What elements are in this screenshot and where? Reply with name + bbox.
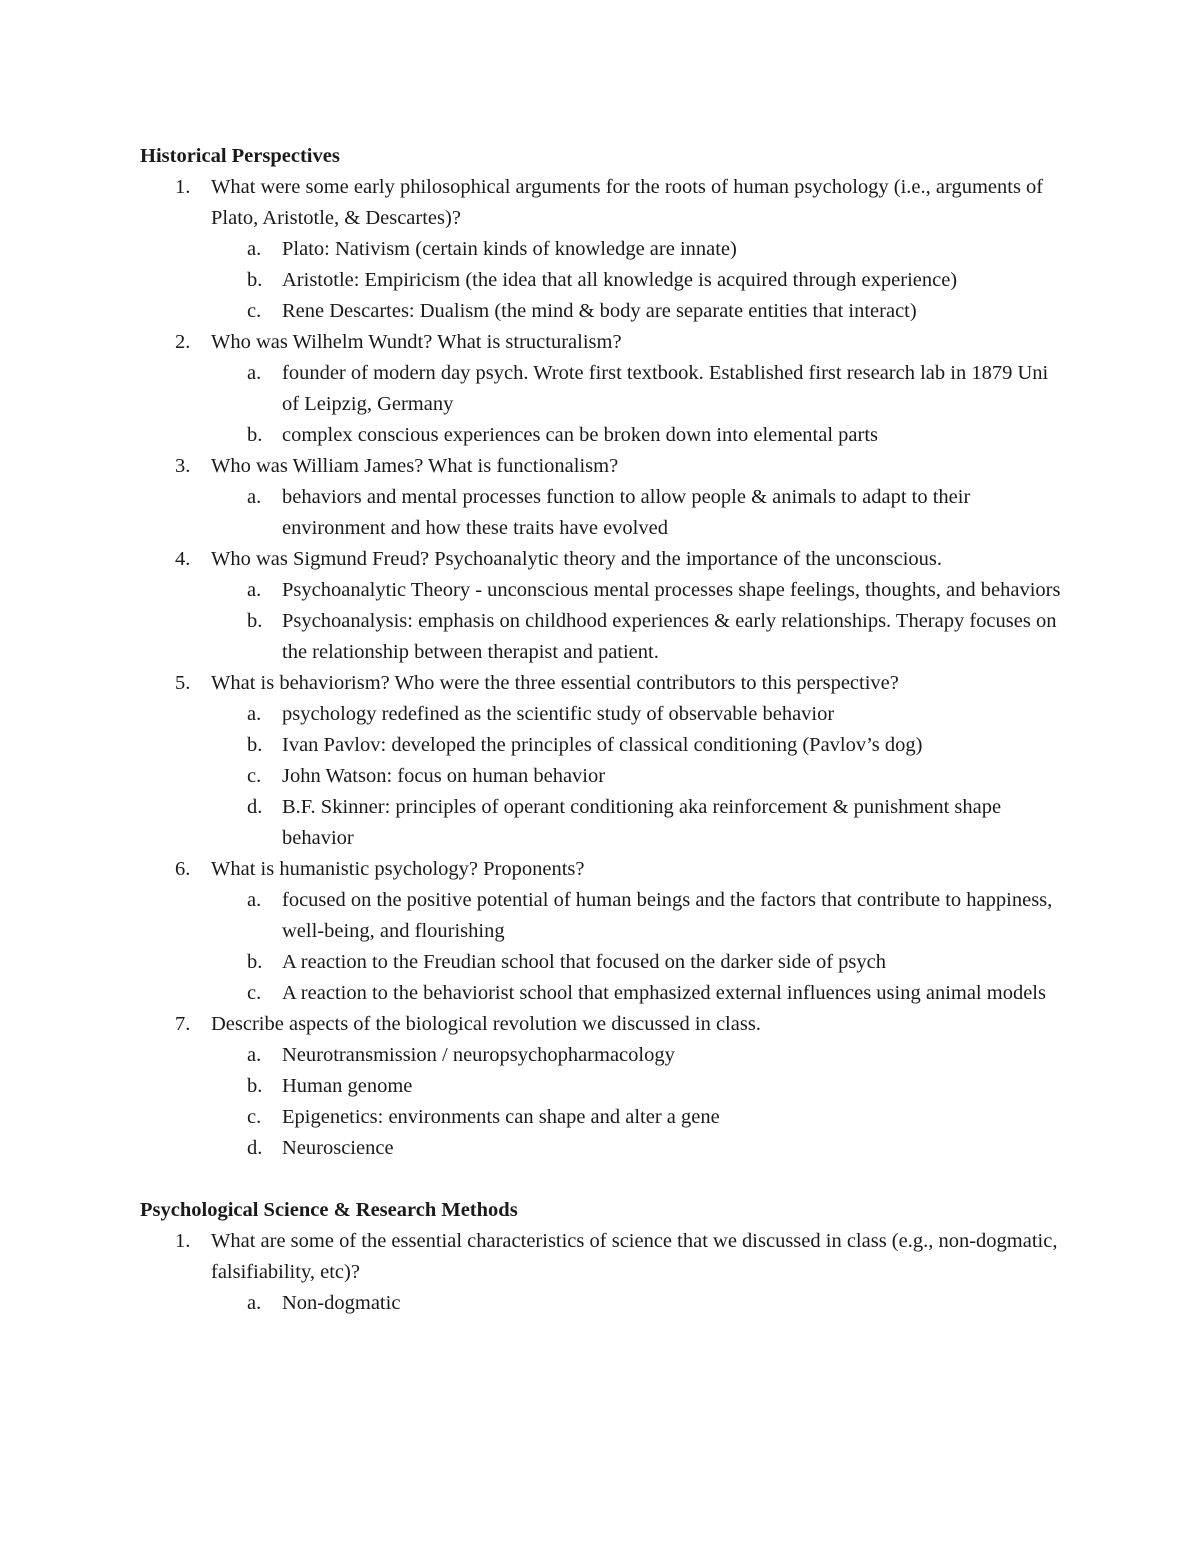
answer-text: psychology redefined as the scientific study of observable behavior [282,703,835,725]
answer-text: Psychoanalysis: emphasis on childhood experiences & early relationships. Therapy focuses on the relationship between therapist and patient. [282,610,1057,663]
answer-text: Ivan Pavlov: developed the principles of classical conditioning (Pavlov’s dog) [282,734,923,756]
answer-item [140,1071,1070,1102]
question-block [140,1226,1070,1319]
question-text: Who was Wilhelm Wundt? What is structuralism? [211,331,622,353]
answer-item [140,761,1070,792]
question-item [140,1009,1070,1040]
question-item [140,854,1070,885]
question-item [140,451,1070,482]
answer-letter: a. [247,362,262,384]
answer-letter: b. [247,424,263,446]
question-text: Describe aspects of the biological revolution we discussed in class. [211,1013,761,1035]
question-block [140,544,1070,668]
question-text: What is humanistic psychology? Proponents? [211,858,585,880]
answer-letter: b. [247,951,263,973]
answer-text: Plato: Nativism (certain kinds of knowledge are innate) [282,238,737,260]
answer-letter: b. [247,734,263,756]
answer-item [140,1133,1070,1164]
section-spacer [140,1164,1070,1195]
question-item [140,668,1070,699]
question-text: What is behaviorism? Who were the three essential contributors to this perspective? [211,672,899,694]
question-block [140,668,1070,854]
answer-letter: a. [247,238,262,260]
question-item [140,1226,1070,1288]
answer-letter: c. [247,1106,262,1128]
question-item [140,172,1070,234]
answer-item [140,947,1070,978]
answer-item [140,1102,1070,1133]
answer-letter: c. [247,300,262,322]
question-block [140,451,1070,544]
answer-item [140,482,1070,544]
question-number: 1. [175,1230,191,1252]
answer-item [140,358,1070,420]
answer-text: A reaction to the Freudian school that focused on the darker side of psych [282,951,887,973]
answer-text: focused on the positive potential of human beings and the factors that contribute to happiness, well-being, and flourishing [282,889,1053,942]
question-number: 6. [175,858,191,880]
question-number: 5. [175,672,191,694]
answer-letter: a. [247,486,262,508]
answer-item [140,234,1070,265]
section-historical-perspectives [140,141,1070,1164]
answer-text: behaviors and mental processes function to allow people & animals to adapt to their environment and how these traits have evolved [282,486,971,539]
answer-letter: a. [247,889,262,911]
question-text: What were some early philosophical arguments for the roots of human psychology (i.e., arguments of Plato, Aristotle, & Descartes)? [211,176,1044,229]
answer-letter: b. [247,269,263,291]
answer-item [140,1288,1070,1319]
answer-item [140,606,1070,668]
question-number: 7. [175,1013,191,1035]
answer-text: Psychoanalytic Theory - unconscious mental processes shape feelings, thoughts, and behaviors [282,579,1061,601]
answer-letter: b. [247,1075,263,1097]
section-heading: Psychological Science & Research Methods [140,1199,518,1221]
answer-letter: a. [247,1292,262,1314]
answer-item [140,978,1070,1009]
answer-text: Neuroscience [282,1137,394,1159]
question-number: 2. [175,331,191,353]
section-heading: Historical Perspectives [140,145,340,167]
question-block [140,327,1070,451]
answer-item [140,265,1070,296]
question-text: Who was William James? What is functionalism? [211,455,619,477]
answer-item [140,575,1070,606]
answer-item [140,420,1070,451]
answer-letter: a. [247,1044,262,1066]
answer-letter: c. [247,765,262,787]
document-page [140,141,1070,1319]
answer-item [140,885,1070,947]
answer-item [140,1040,1070,1071]
answer-letter: c. [247,982,262,1004]
answer-letter: d. [247,1137,263,1159]
question-block [140,854,1070,1009]
answer-text: Aristotle: Empiricism (the idea that all knowledge is acquired through experience) [282,269,958,291]
question-number: 1. [175,176,191,198]
question-number: 4. [175,548,191,570]
question-text: Who was Sigmund Freud? Psychoanalytic theory and the importance of the unconscious. [211,548,943,570]
section-psychological-science [140,1195,1070,1319]
answer-text: Neurotransmission / neuropsychopharmacology [282,1044,675,1066]
answer-text: Non-dogmatic [282,1292,401,1314]
answer-text: John Watson: focus on human behavior [282,765,606,787]
question-block [140,1009,1070,1164]
answer-text: Rene Descartes: Dualism (the mind & body are separate entities that interact) [282,300,917,322]
answer-text: B.F. Skinner: principles of operant conditioning aka reinforcement & punishment shape behavior [282,796,1002,849]
answer-letter: a. [247,579,262,601]
answer-letter: a. [247,703,262,725]
answer-text: Epigenetics: environments can shape and alter a gene [282,1106,720,1128]
question-block [140,172,1070,327]
question-text: What are some of the essential characteristics of science that we discussed in class (e.g., non-dogmatic, falsifiability, etc)? [211,1230,1058,1283]
question-number: 3. [175,455,191,477]
answer-text: complex conscious experiences can be broken down into elemental parts [282,424,879,446]
answer-text: A reaction to the behaviorist school that emphasized external influences using animal models [282,982,1046,1004]
answer-letter: d. [247,796,263,818]
question-item [140,544,1070,575]
answer-text: founder of modern day psych. Wrote first textbook. Established first research lab in 1879 Uni of Leipzig, Germany [282,362,1049,415]
answer-item [140,699,1070,730]
answer-item [140,792,1070,854]
answer-text: Human genome [282,1075,413,1097]
answer-letter: b. [247,610,263,632]
question-item [140,327,1070,358]
answer-item [140,730,1070,761]
answer-item [140,296,1070,327]
